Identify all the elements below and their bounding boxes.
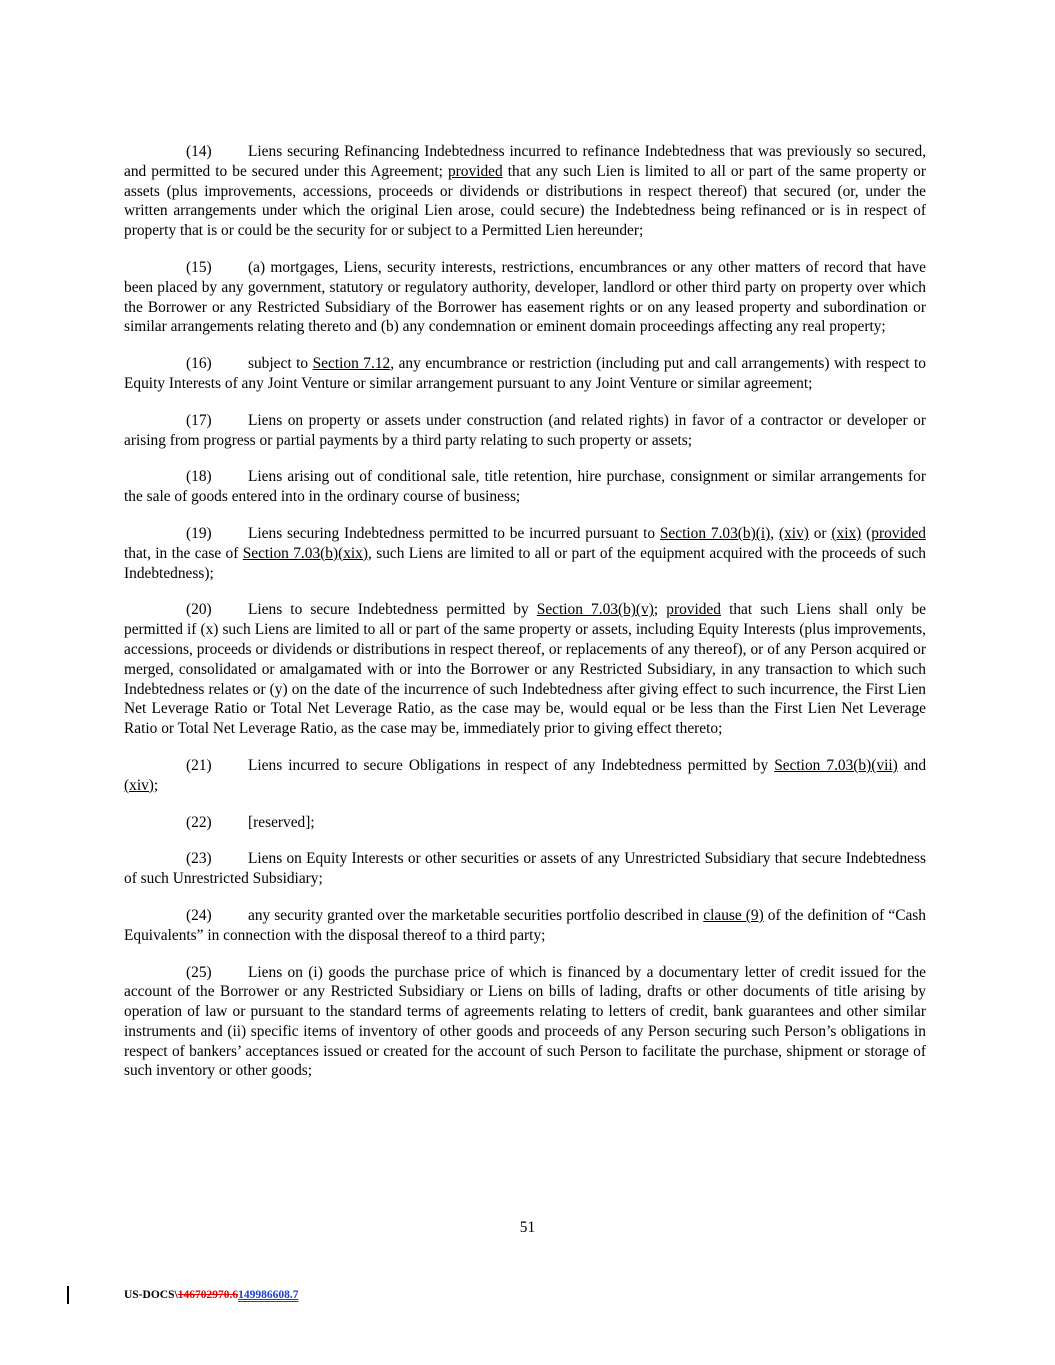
paragraph	[124, 354, 926, 394]
paragraph-text: [reserved];	[248, 813, 315, 831]
cross-reference: Section 7.03(b)(v)	[536, 601, 654, 619]
paragraph-text: or	[808, 524, 832, 542]
paragraph	[124, 813, 926, 833]
paragraph-text: (	[861, 524, 872, 542]
paragraph-text: that, in the case of	[124, 544, 243, 562]
paragraph	[124, 258, 926, 337]
footer-deleted-id: 146702970.6	[177, 1289, 239, 1301]
cross-reference: Section 7.03(b)(xix)	[242, 544, 369, 562]
paragraph-text: and	[897, 756, 927, 774]
paragraph	[124, 849, 926, 889]
document-footer	[124, 1289, 298, 1301]
cross-reference: provided	[871, 524, 926, 542]
cross-reference: provided	[666, 601, 721, 619]
change-bar	[67, 1286, 69, 1304]
paragraph-number: (25)	[186, 963, 212, 981]
paragraph-text: that such Liens shall only be permitted if (x) such Liens are limited to all or part of the same property or assets, including Equity Interests (plus improvements, accessions, proceeds or dividends or distributions in respect thereof, or replacements of any thereof), or of any Person acquired or merged, consolidated or amalgamated with or into the Borrower or any Restricted Subsidiary, in any transaction to which such Indebtedness relates or (y) on the date of the incurrence of such Indebtedness after giving effect to such incurrence, the First Lien Net Leverage Ratio or Total Net Leverage Ratio, as the case may be, would equal or be less than the First Lien Net Leverage Ratio or Total Net Leverage Ratio, as the case may be, immediately prior to giving effect thereto;	[124, 601, 926, 738]
paragraph-text: Liens arising out of conditional sale, title retention, hire purchase, consignment or similar arrangements for the sale of goods entered into in the ordinary course of business;	[124, 468, 926, 506]
paragraph-text: Liens securing Indebtedness permitted to be incurred pursuant to	[248, 524, 660, 542]
paragraph-text: Liens incurred to secure Obligations in respect of any Indebtedness permitted by	[248, 756, 775, 774]
paragraph-text: that any such Lien is limited to all or part of the same property or assets (plus improvements, accessions, proceeds or dividends or distributions in respect thereof) that secured (or, under the written arrangements under which the original Lien arose, could secure) the Indebtedness being refinanced or is in respect of property that is or could be the security for or subject to a Permitted Lien hereunder;	[124, 162, 926, 240]
paragraph-text: , any encumbrance or restriction (including put and call arrangements) with respect to Equity Interests of any Joint Venture or similar arrangement pursuant to any Joint Venture or similar agreement;	[124, 355, 926, 392]
page-number: 51	[519, 1219, 536, 1236]
paragraph-number: (22)	[186, 813, 212, 831]
paragraph-number: (20)	[186, 601, 212, 619]
paragraph-number: (16)	[186, 355, 212, 373]
cross-reference: (xiv)	[124, 776, 154, 794]
cross-reference: (xiv)	[778, 524, 809, 542]
paragraph	[124, 411, 926, 451]
paragraph-text: subject to	[248, 355, 313, 373]
paragraph-text: Liens to secure Indebtedness permitted by	[248, 601, 537, 619]
paragraph	[124, 524, 926, 583]
paragraph-text: , such Liens are limited to all or part of the equipment acquired with the proceeds of such Indebtedness);	[124, 544, 926, 582]
paragraph-text: ,	[770, 524, 779, 542]
paragraph-number: (24)	[186, 906, 212, 924]
paragraph-number: (18)	[186, 468, 212, 486]
paragraph-text: ;	[653, 601, 667, 619]
paragraph-text: Liens on Equity Interests or other securities or assets of any Unrestricted Subsidiary that secure Indebtedness of such Unrestricted Subsidiary;	[124, 850, 926, 888]
paragraph-number: (19)	[186, 524, 212, 542]
paragraph-number: (14)	[186, 143, 212, 160]
paragraph-number: (17)	[186, 411, 212, 429]
paragraph-number: (15)	[186, 258, 212, 276]
cross-reference: clause (9)	[703, 906, 764, 924]
paragraph-number: (21)	[186, 756, 212, 774]
footer-inserted-id: 149986608.7	[238, 1289, 299, 1301]
cross-reference: Section 7.03(b)(i)	[659, 524, 771, 542]
paragraph-text: any security granted over the marketable securities portfolio described in	[248, 906, 704, 924]
paragraph	[124, 906, 926, 946]
paragraph	[124, 756, 926, 796]
cross-reference: Section 7.03(b)(vii)	[774, 756, 898, 774]
paragraph-text: Liens securing Refinancing Indebtedness incurred to refinance Indebtedness that was previously so secured, and permitted to be secured under this Agreement;	[124, 143, 926, 180]
paragraph	[124, 963, 926, 1082]
paragraph	[124, 600, 926, 739]
footer-prefix: US-DOCS\	[124, 1289, 178, 1301]
cross-reference: (xix)	[831, 524, 862, 542]
paragraph-text: of the definition of “Cash Equivalents” in connection with the disposal thereof to a third party;	[124, 906, 926, 944]
cross-reference: Section 7.12	[312, 355, 391, 373]
paragraph	[124, 142, 926, 241]
paragraph-text: ;	[153, 776, 159, 794]
cross-reference: provided	[447, 162, 503, 180]
paragraph-text: Liens on property or assets under construction (and related rights) in favor of a contractor or developer or arising from progress or partial payments by a third party relating to such property or assets;	[124, 411, 926, 449]
paragraph-number: (23)	[186, 850, 212, 868]
paragraph	[124, 467, 926, 507]
document-body	[124, 142, 926, 1098]
paragraph-text: Liens on (i) goods the purchase price of which is financed by a documentary letter of credit issued for the account of the Borrower or any Restricted Subsidiary or Liens on bills of lading, drafts or other documents of title arising by operation of law or pursuant to the standard terms of agreements relating to letters of credit, bank guarantees and other similar instruments and (ii) specific items of inventory of other goods and proceeds of any Person securing such Person’s obligations in respect of bankers’ acceptances issued or created for the account of such Person to facilitate the purchase, shipment or storage of such inventory or other goods;	[124, 963, 926, 1080]
paragraph-text: (a) mortgages, Liens, security interests, restrictions, encumbrances or any other matters of record that have been placed by any government, statutory or regulatory authority, developer, landlord or other third party on property over which the Borrower or any Restricted Subsidiary of the Borrower has easement rights or on any leased property and subordination or similar arrangements relating thereto and (b) any condemnation or eminent domain proceedings affecting any real property;	[124, 258, 926, 336]
